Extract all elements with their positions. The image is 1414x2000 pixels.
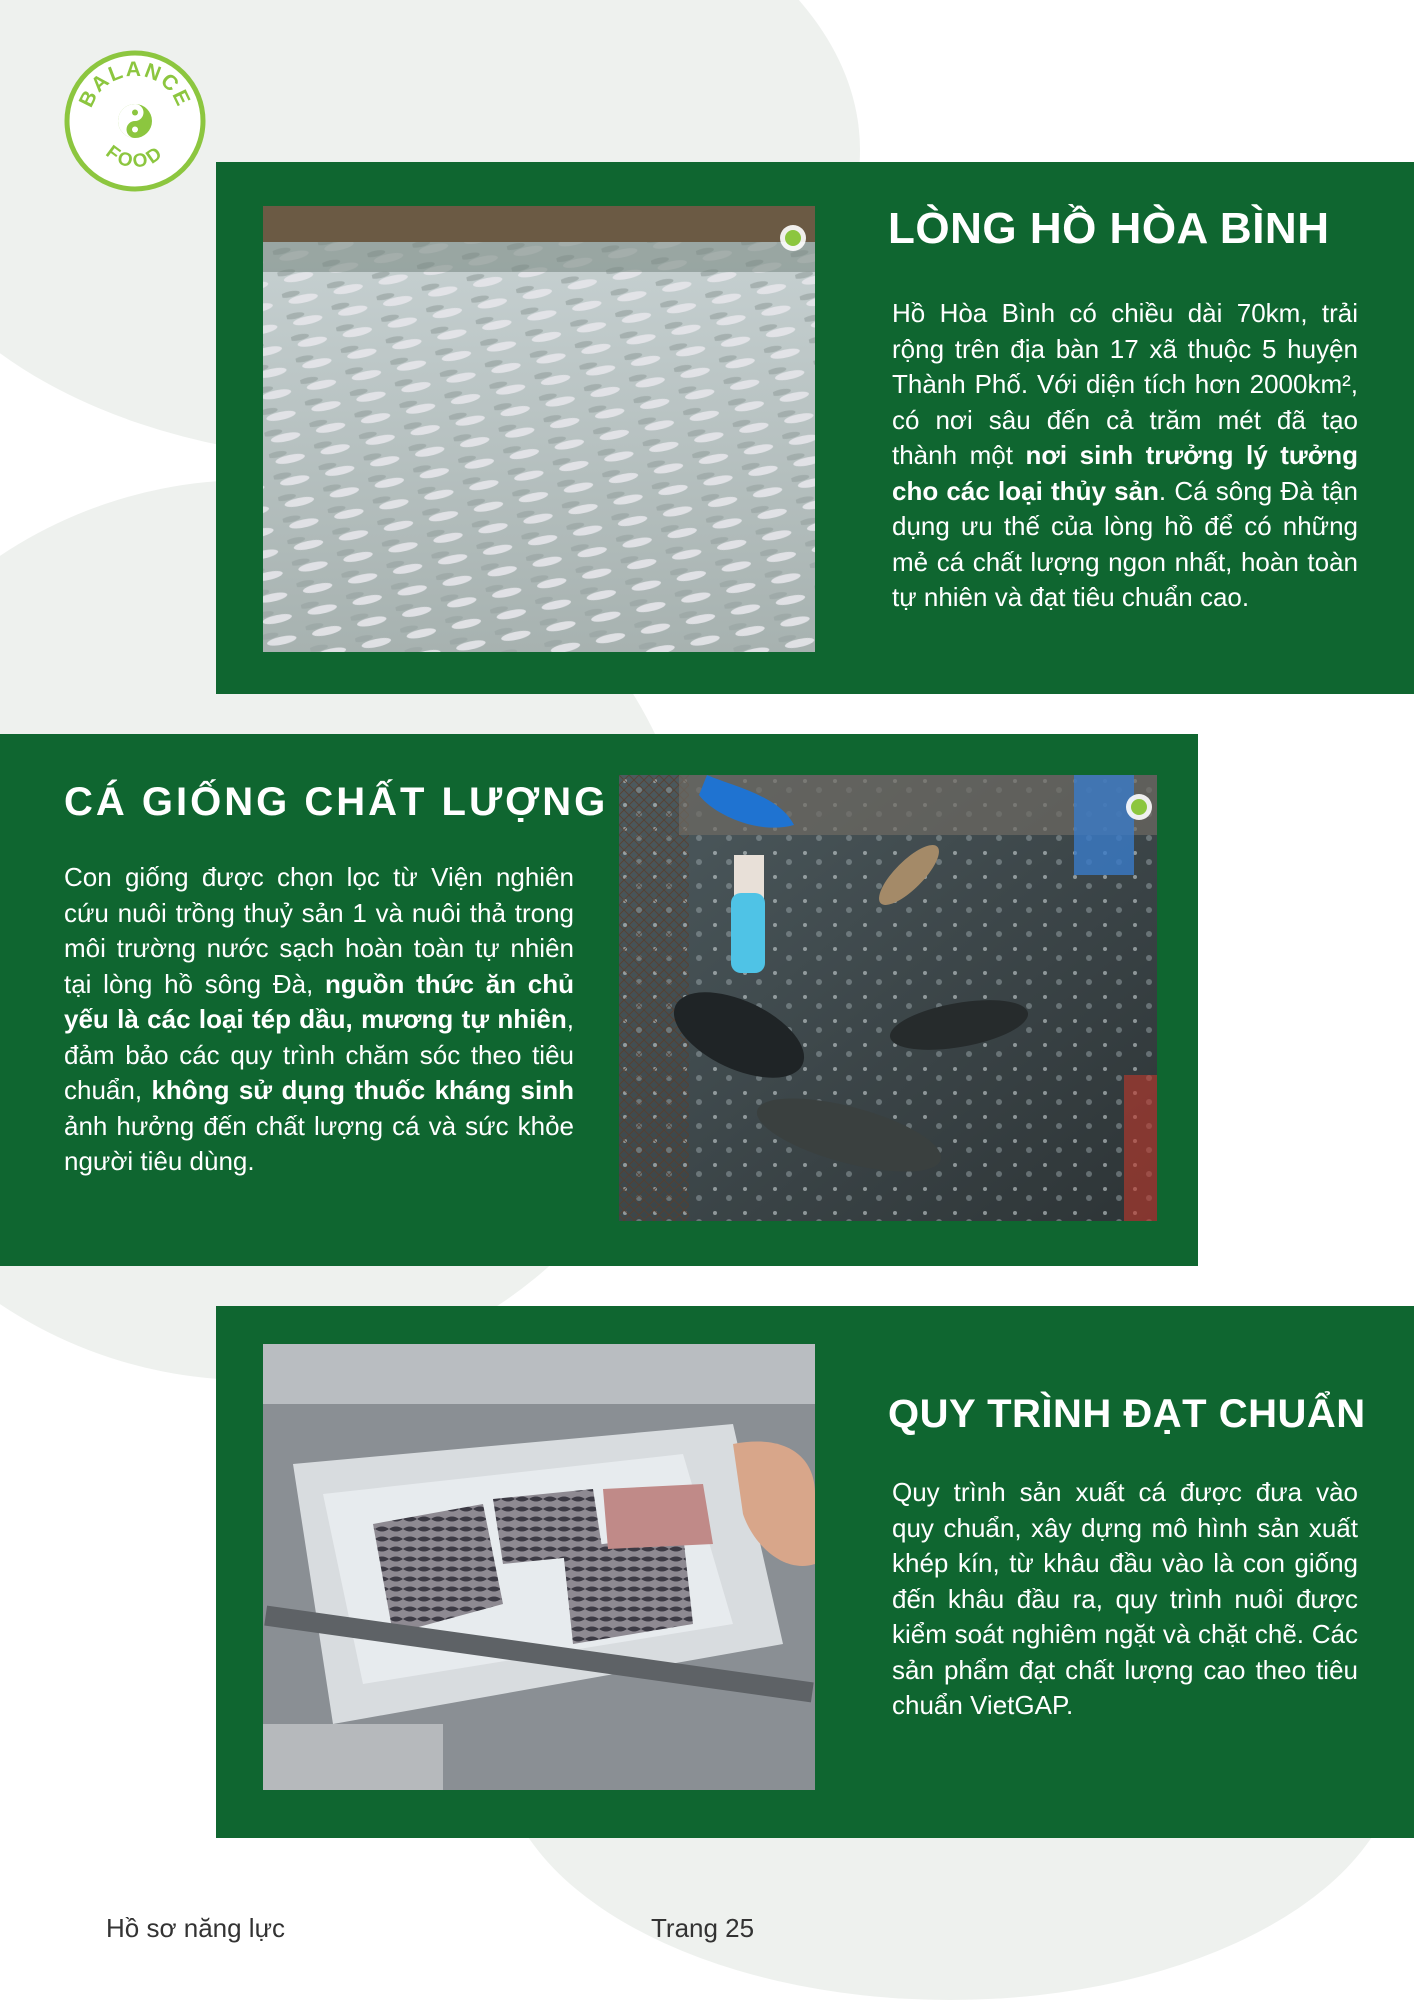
section1-text xyxy=(892,296,1358,616)
balance-food-logo xyxy=(64,50,206,192)
section1-text-part: . Cá sông Đà tận dụng ưu thế của lòng hồ để có những mẻ cá chất lượng ngon nhất, hoàn toàn tự nhiên và đạt tiêu chuẩn cao. xyxy=(892,475,1358,612)
svg-text:FOOD: FOOD xyxy=(101,141,169,173)
section2-title: CÁ GIỐNG CHẤT LƯỢNG xyxy=(64,780,609,824)
section2-text-part: , đảm bảo các quy trình chăm sóc theo tiêu chuẩn, xyxy=(64,1004,574,1105)
svg-text:BALANCE: BALANCE xyxy=(74,57,196,111)
fish-feeding-photo xyxy=(619,775,1157,1221)
section3-text: Quy trình sản xuất cá được đưa vào quy chuẩn, xây dựng mô hình sản xuất khép kín, từ khâu đầu vào là con giống đến khâu đầu ra, quy trình nuôi được kiểm soát nghiêm ngặt và chặt chẽ. Các sản phẩm đạt chất lượng cao theo tiêu chuẩn VietGAP. xyxy=(892,1477,1358,1720)
section3-title: QUY TRÌNH ĐẠT CHUẨN xyxy=(888,1392,1366,1436)
section2-text-bold: không sử dụng thuốc kháng sinh xyxy=(151,1075,574,1105)
section2-text-part: Con giống được chọn lọc từ Viện nghiên cứu nuôi trồng thuỷ sản 1 và nuôi thả trong môi trường nước sạch hoàn toàn tự nhiên tại lòng hồ sông Đà, xyxy=(64,862,574,999)
section1-title: LÒNG HỒ HÒA BÌNH xyxy=(888,204,1330,253)
section1-text-bold: nơi sinh trưởng lý tưởng cho các loại thủy sản xyxy=(892,440,1358,506)
section2-text-part: ảnh hưởng đến chất lượng cá và sức khỏe người tiêu dùng. xyxy=(64,1110,574,1176)
section1-text-part: Hồ Hòa Bình có chiều dài 70km, trải rộng trên địa bàn 17 xã thuộc 5 huyện Thành Phố. Với diện tích hơn 2000km², có nơi sâu đến cả trăm mét đã tạo thành một xyxy=(892,298,1358,470)
section2-text xyxy=(64,860,574,1180)
footer-document-title: Hồ sơ năng lực xyxy=(106,1913,285,1943)
vacuum-packing-photo xyxy=(263,1344,815,1790)
section2-text-bold: nguồn thức ăn chủ yếu là các loại tép dầu, mương tự nhiên xyxy=(64,968,574,1034)
fish-in-lake-photo xyxy=(263,206,815,652)
page-number: Trang 25 xyxy=(651,1913,755,1943)
